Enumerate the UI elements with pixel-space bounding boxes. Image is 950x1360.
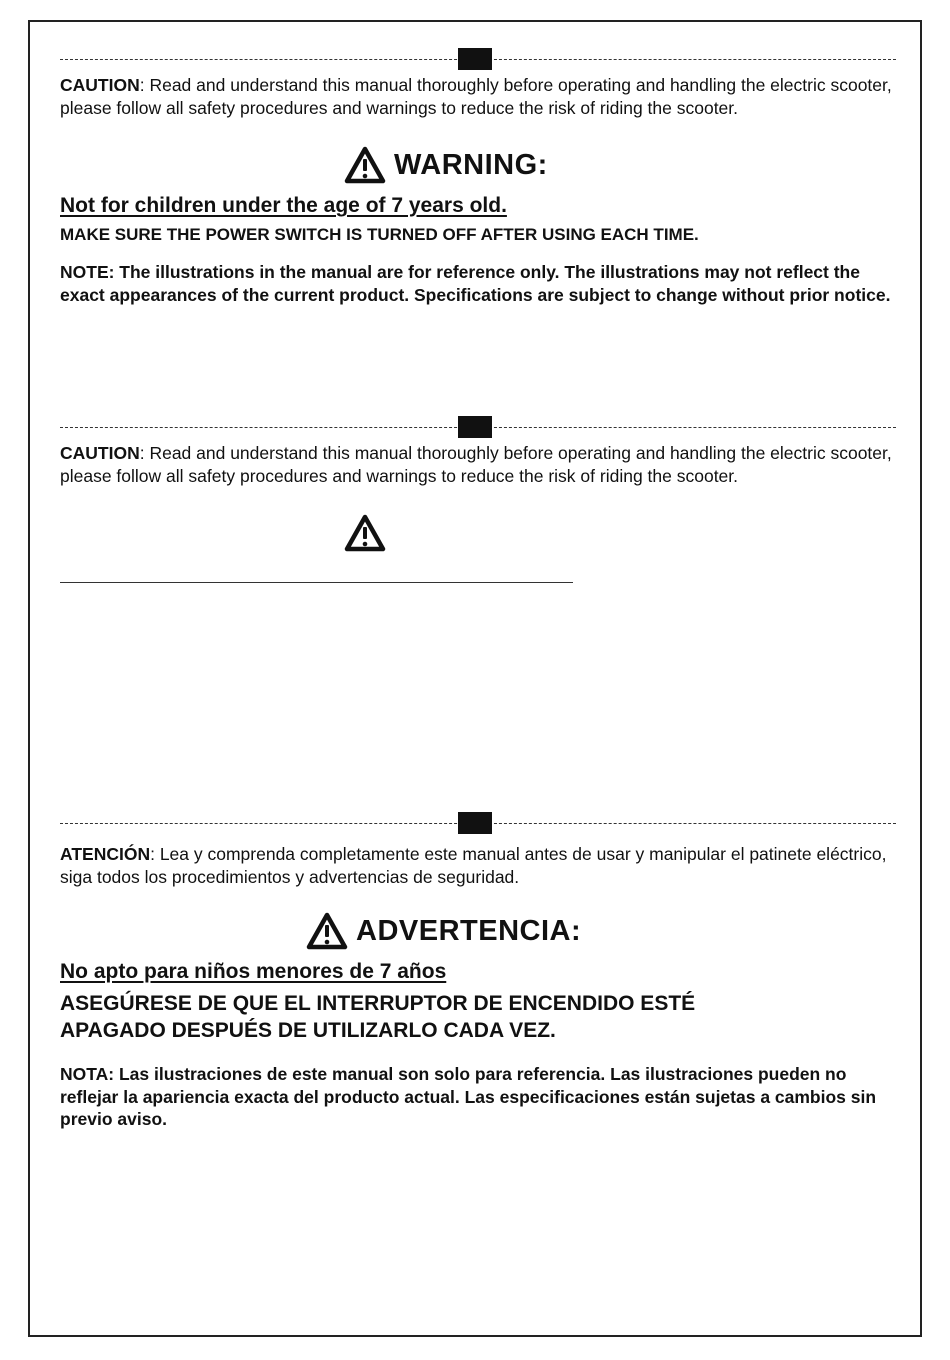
section-divider [60, 816, 896, 830]
caution-paragraph [60, 74, 910, 119]
power-notice-line-1: ASEGÚRESE DE QUE EL INTERRUPTOR DE ENCENDIDO ESTÉ [60, 992, 696, 1015]
caution-label: ATENCIÓN [60, 844, 151, 864]
caution-label: CAUTION [60, 75, 140, 95]
warning-triangle-icon [344, 146, 386, 184]
divider-marker [458, 416, 492, 438]
note-paragraph: NOTE: The illustrations in the manual are for reference only. The illustrations may not reflect the exact appearances of the current product. Specifications are subject to change without prior notice. [60, 262, 891, 305]
blank-underline [60, 582, 573, 583]
warning-heading [306, 912, 581, 950]
age-notice: No apto para niños menores de 7 años [60, 960, 447, 983]
divider-marker [458, 812, 492, 834]
warning-heading [344, 146, 548, 184]
power-notice-line-2: APAGADO DESPUÉS DE UTILIZARLO CADA VEZ. [60, 1019, 556, 1042]
section-divider [60, 52, 896, 66]
caution-paragraph [60, 843, 910, 888]
warning-heading-blank [344, 514, 386, 552]
section-divider [60, 420, 896, 434]
caution-text: : Lea y comprenda completamente este manual antes de usar y manipular el patinete eléctrico, siga todos los procedimientos y advertencias de seguridad. [60, 844, 887, 887]
warning-title: WARNING: [394, 148, 548, 181]
warning-title: ADVERTENCIA: [356, 914, 582, 947]
caution-paragraph [60, 442, 910, 487]
caution-text: : Read and understand this manual thoroughly before operating and handling the electric scooter, please follow all safety procedures and warnings to reduce the risk of riding the scooter. [60, 75, 892, 118]
age-notice: Not for children under the age of 7 years old. [60, 194, 507, 217]
warning-triangle-icon [344, 514, 386, 552]
caution-label: CAUTION [60, 443, 140, 463]
note-paragraph: NOTA: Las ilustraciones de este manual son solo para referencia. Las ilustraciones pueden no reflejar la apariencia exacta del producto actual. Las especificaciones están sujetas a cambios sin previo aviso. [60, 1064, 877, 1129]
divider-marker [458, 48, 492, 70]
warning-triangle-icon [306, 912, 348, 950]
power-notice: MAKE SURE THE POWER SWITCH IS TURNED OFF AFTER USING EACH TIME. [60, 225, 699, 244]
caution-text: : Read and understand this manual thoroughly before operating and handling the electric scooter, please follow all safety procedures and warnings to reduce the risk of riding the scooter. [60, 443, 892, 486]
